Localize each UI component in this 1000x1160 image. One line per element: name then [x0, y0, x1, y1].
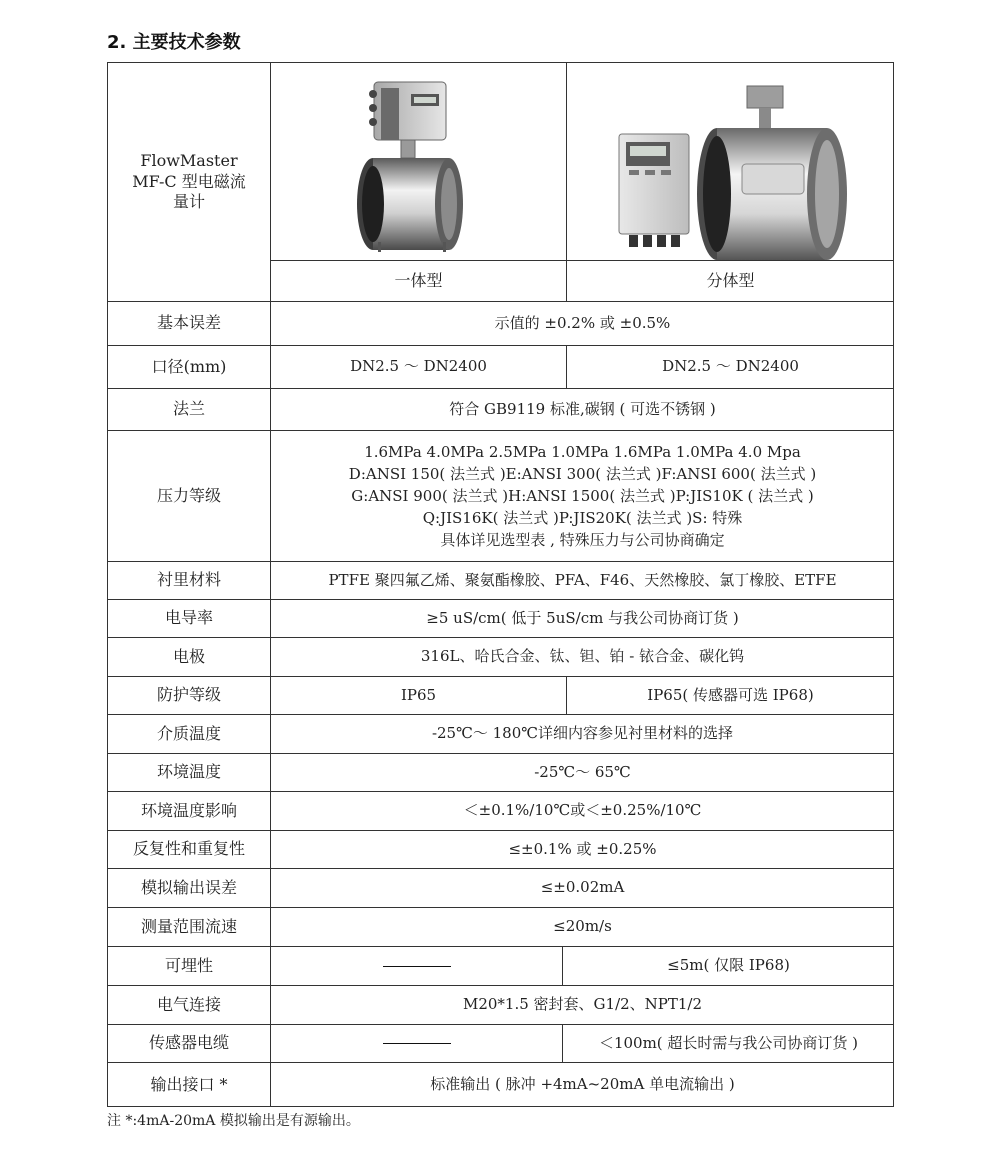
pressure-line: D:ANSI 150( 法兰式 )E:ANSI 300( 法兰式 )F:ANSI 600( 法兰式 ): [348, 465, 817, 483]
split-meter-image: [567, 64, 894, 260]
pressure-line: 1.6MPa 4.0MPa 2.5MPa 1.0MPa 1.6MPa 1.0MPa 4.0 Mpa: [364, 443, 801, 461]
pressure-line: Q:JIS16K( 法兰式 )P:JIS20K( 法兰式 )S: 特殊: [422, 509, 743, 527]
row-label: 法兰: [172, 399, 205, 419]
pressure-value: [271, 431, 894, 561]
row-label: 测量范围流速: [140, 916, 237, 936]
row-label: 电气连接: [156, 994, 221, 1014]
footnote: 注 *:4mA-20mA 模拟输出是有源输出。: [107, 1113, 360, 1129]
row-value: PTFE 聚四氟乙烯、聚氨酯橡胶、PFA、F46、天然橡胶、氯丁橡胶、ETFE: [328, 570, 837, 589]
row-label: 压力等级: [156, 485, 221, 505]
not-applicable-dash: [271, 947, 562, 985]
row-label: 环境温度: [156, 762, 221, 782]
row-label: 基本误差: [156, 313, 221, 333]
pressure-line: G:ANSI 900( 法兰式 )H:ANSI 1500( 法兰式 )P:JIS10K ( 法兰式 ): [351, 487, 814, 505]
row-label: 衬里材料: [156, 570, 221, 590]
row-value: 符合 GB9119 标准,碳钢 ( 可选不锈钢 ): [449, 399, 716, 418]
row-value: IP65( 传感器可选 IP68): [647, 685, 814, 704]
row-value: 示值的 ±0.2% 或 ±0.5%: [494, 313, 671, 332]
product-name: [108, 63, 270, 301]
row-value: ≤±0.1% 或 ±0.25%: [508, 839, 657, 858]
row-label: 模拟输出误差: [140, 877, 237, 897]
row-label: 可埋性: [164, 955, 213, 975]
row-value: ≤±0.02mA: [540, 878, 625, 897]
pressure-line: 具体详见选型表 , 特殊压力与公司协商确定: [440, 531, 725, 549]
row-value: ≤5m( 仅限 IP68): [667, 956, 790, 975]
row-value: -25℃～ 180℃详细内容参见衬里材料的选择: [431, 724, 734, 743]
row-value: ≥5 uS/cm( 低于 5uS/cm 与我公司协商订货 ): [426, 608, 739, 627]
section-heading: 2. 主要技术参数: [107, 32, 241, 53]
col-label-split: 分体型: [706, 270, 755, 290]
row-value: DN2.5 ～ DN2400: [350, 357, 487, 376]
row-label: 电导率: [164, 608, 213, 628]
not-applicable-dash: [271, 1025, 562, 1062]
row-label: 反复性和重复性: [132, 839, 245, 859]
row-value: ≤20m/s: [553, 917, 612, 936]
row-value: ＜100m( 超长时需与我公司协商订货 ): [598, 1033, 859, 1052]
row-label: 环境温度影响: [140, 800, 237, 820]
row-label: 传感器电缆: [148, 1033, 229, 1053]
spec-table: [107, 62, 894, 1107]
row-label: 电极: [172, 646, 205, 666]
product-name-line: FlowMaster: [140, 150, 238, 170]
row-label: 口径(mm): [151, 356, 227, 376]
col-label-integrated: 一体型: [394, 270, 443, 290]
row-value: ＜±0.1%/10℃或＜±0.25%/10℃: [463, 801, 702, 820]
row-label: 防护等级: [156, 685, 221, 705]
row-label: 输出接口 *: [150, 1074, 228, 1094]
row-value: 316L、哈氏合金、钛、钽、铂 - 铱合金、碳化钨: [420, 647, 745, 666]
product-name-line: MF-C 型电磁流: [132, 171, 246, 191]
row-value: IP65: [400, 685, 437, 704]
row-value: M20*1.5 密封套、G1/2、NPT1/2: [462, 995, 703, 1014]
product-name-line: 量计: [172, 192, 205, 212]
row-value: -25℃～ 65℃: [534, 762, 631, 781]
integrated-meter-image: [271, 64, 566, 260]
row-value: DN2.5 ～ DN2400: [662, 357, 799, 376]
row-value: 标准输出 ( 脉冲 +4mA~20mA 单电流输出 ): [430, 1075, 735, 1094]
row-label: 介质温度: [156, 723, 221, 743]
